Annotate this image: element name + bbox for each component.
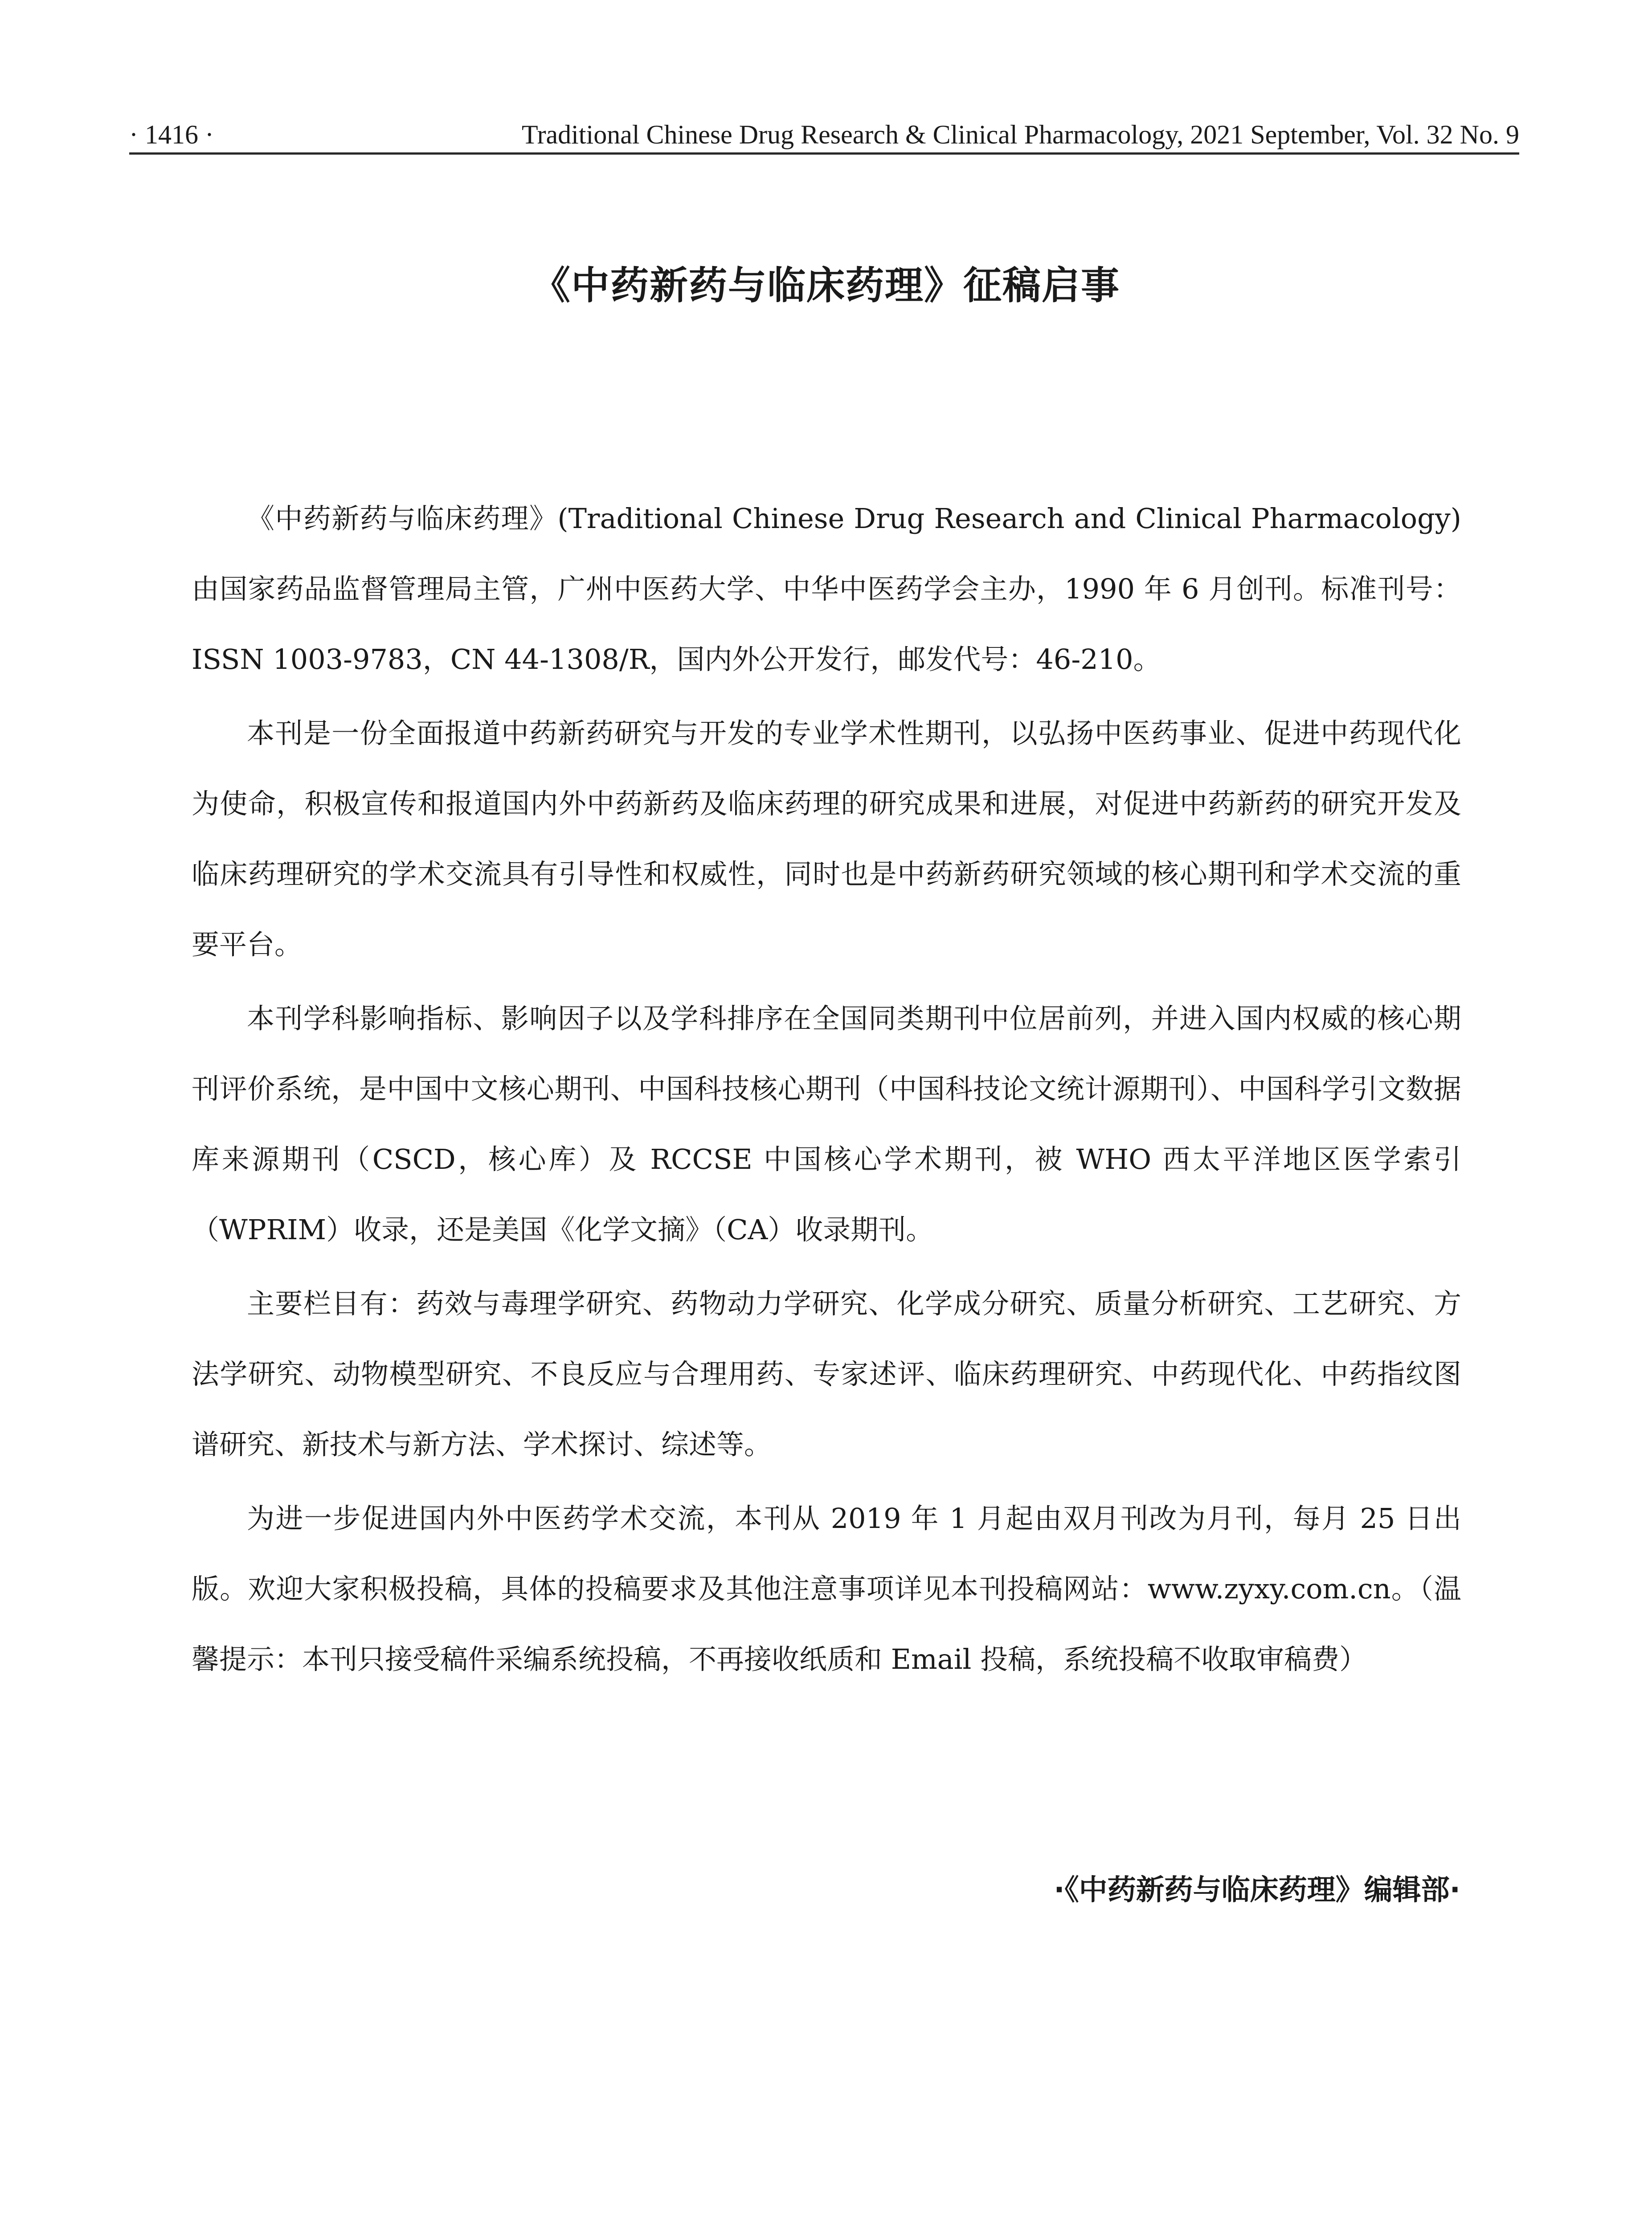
notice-body <box>192 483 1461 1695</box>
journal-citation-line: Traditional Chinese Drug Research & Clinical Pharmacology, 2021 September, Vol. 32 No. 9 <box>522 120 1519 149</box>
page-number: · 1416 · <box>129 120 214 149</box>
editorial-signature: ·《中药新药与临床药理》编辑部· <box>1054 1874 1460 1907</box>
running-header <box>129 103 1519 155</box>
paragraph-submission: 为进一步促进国内外中医药学术交流，本刊从 2019 年 1 月起由双月刊改为月刊，每月 25 日出版。欢迎大家积极投稿，具体的投稿要求及其他注意事项详见本刊投稿网站：www.zyxy.com.cn。（温馨提示：本刊只接受稿件采编系统投稿，不再接收纸质和 Email 投稿，系统投稿不收取审稿费） <box>192 1502 1461 1675</box>
notice-title: 《中药新药与临床药理》征稿启事 <box>532 263 1120 308</box>
paragraph-indexing: 本刊学科影响指标、影响因子以及学科排序在全国同类期刊中位居前列，并进入国内权威的核心期刊评价系统，是中国中文核心期刊、中国科技核心期刊（中国科技论文统计源期刊）、中国科学引文数据库来源期刊（CSCD，核心库）及 RCCSE 中国核心学术期刊，被 WHO 西太平洋地区医学索引（WPRIM）收录，还是美国《化学文摘》（CA）收录期刊。 <box>192 1002 1461 1246</box>
paragraph-journal-mission: 本刊是一份全面报道中药新药研究与开发的专业学术性期刊，以弘扬中医药事业、促进中药现代化为使命，积极宣传和报道国内外中药新药及临床药理的研究成果和进展，对促进中药新药的研究开发及临床药理研究的学术交流具有引导性和权威性，同时也是中药新药研究领域的核心期刊和学术交流的重要平台。 <box>192 717 1461 961</box>
paragraph-journal-info: 《中药新药与临床药理》(Traditional Chinese Drug Research and Clinical Pharmacology) 由国家药品监督管理局主管，广州中医药大学、中华中医药学会主办，1990 年 6 月创刊。标准刊号：ISSN 1003-9783，CN 44-1308/R，国内外公开发行，邮发代号：46-210。 <box>192 502 1461 676</box>
paragraph-columns: 主要栏目有：药效与毒理学研究、药物动力学研究、化学成分研究、质量分析研究、工艺研究、方法学研究、动物模型研究、不良反应与合理用药、专家述评、临床药理研究、中药现代化、中药指纹图谱研究、新技术与新方法、学术探讨、综述等。 <box>192 1287 1461 1461</box>
